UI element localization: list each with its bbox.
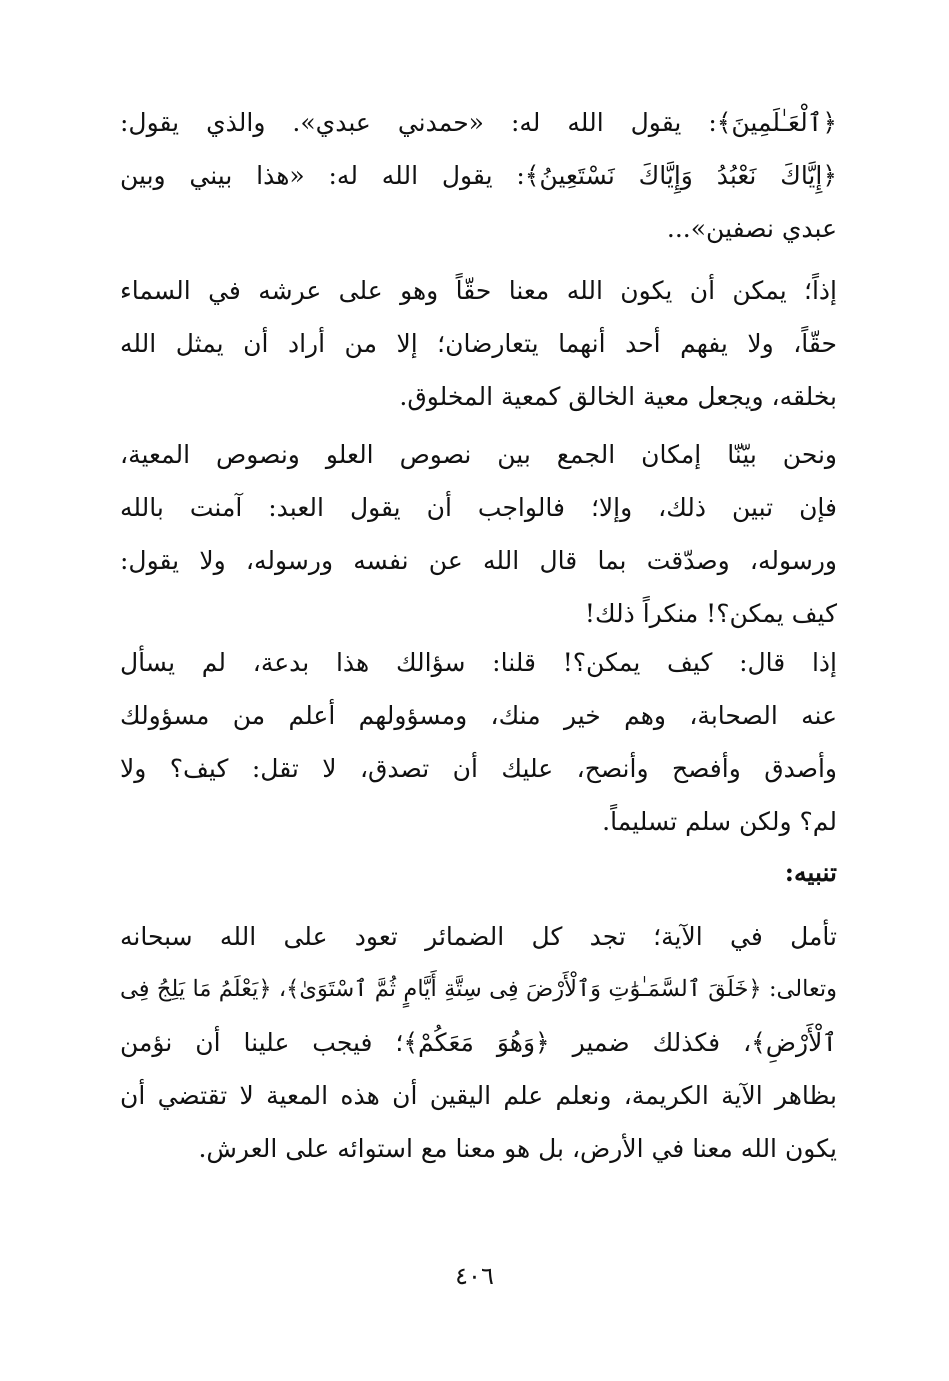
text-line: فإن تبين ذلك، وإلا؛ فالواجب أن يقول العبد: آمنت بالله [120,493,838,522]
text-line: وتعالى: ﴿خَلَقَ ٱلسَّمَـٰوَٰتِ وَٱلْأَرْضَ فِى سِتَّةِ أَيَّامٍ ثُمَّ ٱسْتَوَىٰ﴾، ﴿يَعْلَمُ مَا يَلِجُ فِى [120,976,837,1002]
note-heading: تنبيه: [784,858,837,887]
note-heading-block [120,846,837,899]
text-line: بخلقه، ويجعل معية الخالق كمعية المخلوق. [399,382,837,411]
text-line: ونحن بيّنّا إمكان الجمع بين نصوص العلو ونصوص المعية، [120,440,837,469]
text-line: عنه الصحابة، وهم خير منك، ومسؤولهم أعلم من مسؤولك [120,701,837,730]
text-line: بظاهر الآية الكريمة، ونعلم علم اليقين أن هذه المعية لا تقتضي أن [120,1081,837,1110]
text-line: لم؟ ولكن سلم تسليماً. [602,807,837,836]
text-line: يكون الله معنا في الأرض، بل هو معنا مع استوائه على العرش. [198,1134,837,1163]
paragraph-4 [120,636,837,848]
text-line: إذاً؛ يمكن أن يكون الله معنا حقّاً وهو على عرشه في السماء [120,276,837,305]
page-number: ٤٠٦ [455,1262,494,1290]
text-line: ٱلْأَرْضِ﴾، فكذلك ضمير ﴿وَهُوَ مَعَكُمْ﴾؛ فيجب علينا أن نؤمن [120,1028,837,1057]
text-line: إذا قال: كيف يمكن؟! قلنا: سؤالك هذا بدعة، لم يسأل [120,648,837,677]
text-line: حقّاً، ولا يفهم أحد أنهما يتعارضان؛ إلا من أراد أن يمثل الله [120,329,837,358]
paragraph-5 [120,910,837,1175]
paragraph-1 [120,96,837,255]
paragraph-3 [120,428,837,640]
paragraph-2 [120,264,837,423]
text-line: ﴿ٱلْعَـٰلَمِينَ﴾: يقول الله له: «حمدني عبدي». والذي يقول: [120,108,837,137]
text-line: تأمل في الآية؛ تجد كل الضمائر تعود على الله سبحانه [120,922,837,951]
text-line: كيف يمكن؟! منكراً ذلك! [584,599,837,628]
text-line: ورسوله، وصدّقت بما قال الله عن نفسه ورسوله، ولا يقول: [120,546,837,575]
text-line: عبدي نصفين»... [666,214,837,243]
text-line: ﴿إِيَّاكَ نَعْبُدُ وَإِيَّاكَ نَسْتَعِينُ﴾: يقول الله له: «هذا بيني وبين [120,161,837,190]
text-line: وأصدق وأفصح وأنصح، عليك أن تصدق، لا تقل: كيف؟ ولا [120,754,837,783]
